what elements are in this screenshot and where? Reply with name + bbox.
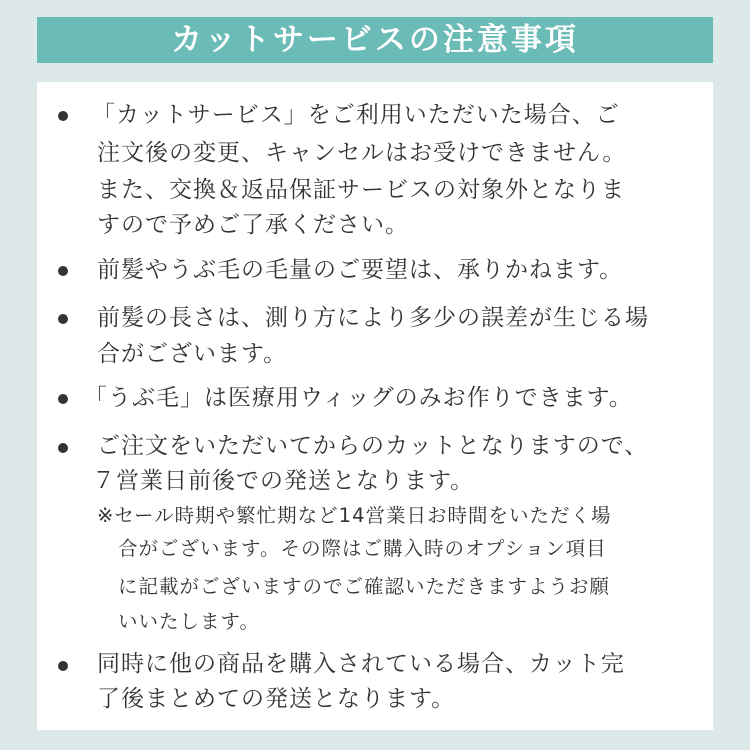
bullet-dot <box>58 314 68 324</box>
note-3-line-1: 前髪の長さは、測り方により多少の誤差が生じる場 <box>97 305 649 331</box>
bullet-dot <box>58 443 68 453</box>
note-4-line-1: 「うぶ毛」は医療用ウィッグのみお作りできます。 <box>84 385 633 411</box>
note-2-line-1: 前髪やうぶ毛の毛量のご要望は、承りかねます。 <box>97 257 624 283</box>
page-title: カットサービスの注意事項 <box>171 21 579 58</box>
note-1-line-3: また、交換＆返品保証サービスの対象外となりま <box>97 177 625 203</box>
note-5-footnote-line-1: ※セール時期や繁忙期など14営業日お時間をいただく場 <box>97 504 612 527</box>
note-5-footnote-line-2: 合がございます。その際はご購入時のオプション項目 <box>118 537 607 560</box>
bullet-dot <box>58 661 68 671</box>
note-1-line-1: 「カットサービス」をご利用いただいた場合、ご <box>92 102 620 128</box>
note-6-line-2: 了後まとめての発送となります。 <box>97 686 456 712</box>
note-5-line-1: ご注文をいただいてからのカットとなりますので、 <box>97 433 649 459</box>
bullet-dot <box>58 111 68 121</box>
note-5-footnote-line-3: に記載がございますのでご確認いただきますようお願 <box>118 575 611 598</box>
note-5-line-2: ７営業日前後での発送となります。 <box>92 468 475 494</box>
note-6-line-1: 同時に他の商品を購入されている場合、カット完 <box>97 651 625 677</box>
note-1-line-2: 注文後の変更、キャンセルはお受けできません。 <box>97 140 627 166</box>
bullet-dot <box>58 266 68 276</box>
note-1-line-4: すので予めご了承ください。 <box>97 212 409 238</box>
bullet-dot <box>58 394 68 404</box>
title-banner <box>37 17 713 63</box>
note-3-line-2: 合がございます。 <box>97 341 288 367</box>
note-5-footnote-line-4: いいたします。 <box>118 610 260 633</box>
